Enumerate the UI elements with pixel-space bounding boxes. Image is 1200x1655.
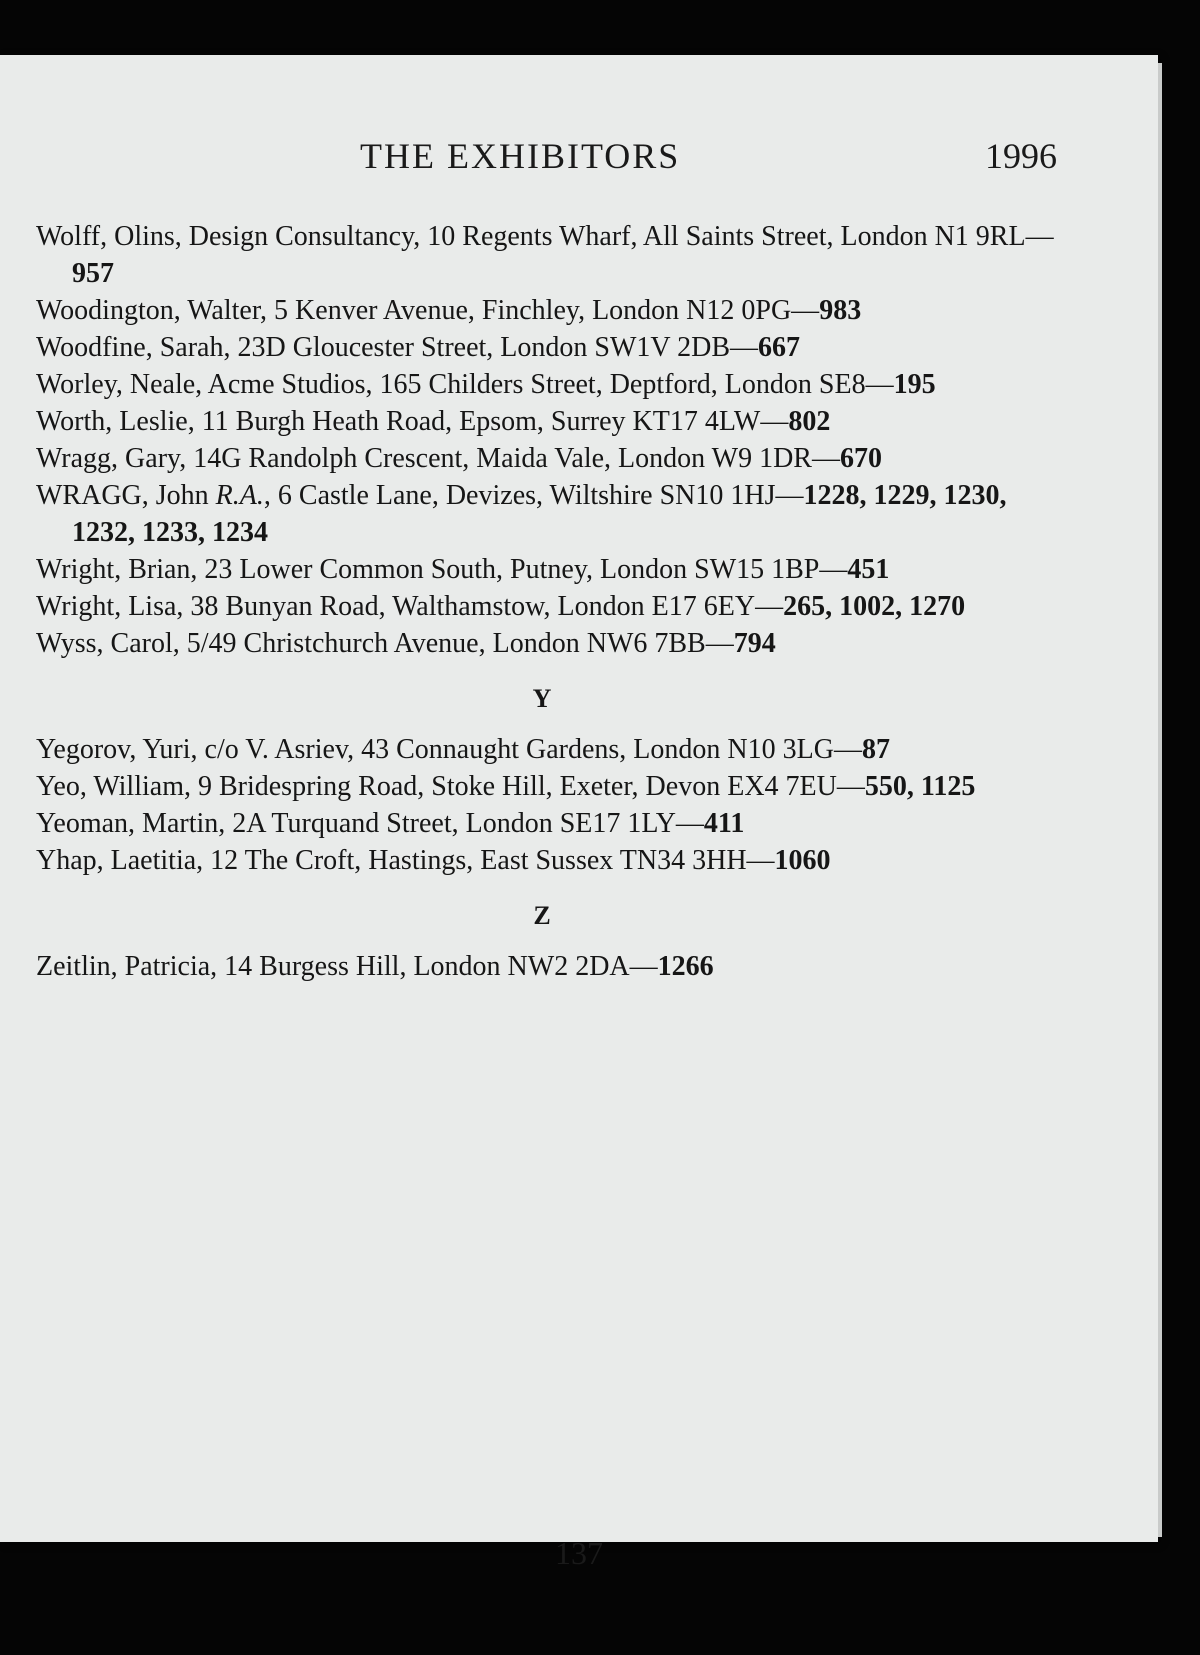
- list-item: Wyss, Carol, 5/49 Christchurch Avenue, London NW6 7BB—794: [36, 628, 776, 659]
- list-item: Wolff, Olins, Design Consultancy, 10 Regents Wharf, All Saints Street, London N1 9RL—957: [36, 221, 1054, 289]
- section-heading-y: Y: [532, 684, 552, 713]
- list-item: Woodfine, Sarah, 23D Gloucester Street, London SW1V 2DB—667: [36, 332, 800, 363]
- running-header: [0, 135, 1158, 179]
- list-item: Woodington, Walter, 5 Kenver Avenue, Finchley, London N12 0PG—983: [36, 295, 862, 326]
- page-edge: [1158, 63, 1162, 1537]
- list-item: WRAGG, John R.A., 6 Castle Lane, Devizes, Wiltshire SN10 1HJ—1228, 1229, 1230, 1232, 1233, 1234: [36, 480, 1007, 548]
- exhibitor-list: [36, 218, 1076, 985]
- list-item: Worley, Neale, Acme Studios, 165 Childers Street, Deptford, London SE8—195: [36, 369, 936, 400]
- list-item: Wright, Brian, 23 Lower Common South, Putney, London SW15 1BP—451: [36, 554, 890, 585]
- list-item: Worth, Leslie, 11 Burgh Heath Road, Epsom, Surrey KT17 4LW—802: [36, 406, 831, 437]
- list-item: Yhap, Laetitia, 12 The Croft, Hastings, East Sussex TN34 3HH—1060: [36, 845, 831, 876]
- page-title: THE EXHIBITORS: [360, 136, 681, 176]
- section-heading-z: Z: [533, 901, 551, 930]
- list-item: Zeitlin, Patricia, 14 Burgess Hill, London NW2 2DA—1266: [36, 951, 714, 982]
- list-item: Yeoman, Martin, 2A Turquand Street, London SE17 1LY—411: [36, 808, 745, 839]
- list-item: Yegorov, Yuri, c/o V. Asriev, 43 Connaught Gardens, London N10 3LG—87: [36, 734, 890, 765]
- list-item: Wright, Lisa, 38 Bunyan Road, Walthamstow, London E17 6EY—265, 1002, 1270: [36, 591, 966, 622]
- page-number: 137: [555, 1535, 603, 1571]
- list-item: Yeo, William, 9 Bridespring Road, Stoke Hill, Exeter, Devon EX4 7EU—550, 1125: [36, 771, 976, 802]
- catalogue-page: [0, 55, 1158, 1571]
- page-year: 1996: [985, 136, 1057, 176]
- list-item: Wragg, Gary, 14G Randolph Crescent, Maida Vale, London W9 1DR—670: [36, 443, 882, 474]
